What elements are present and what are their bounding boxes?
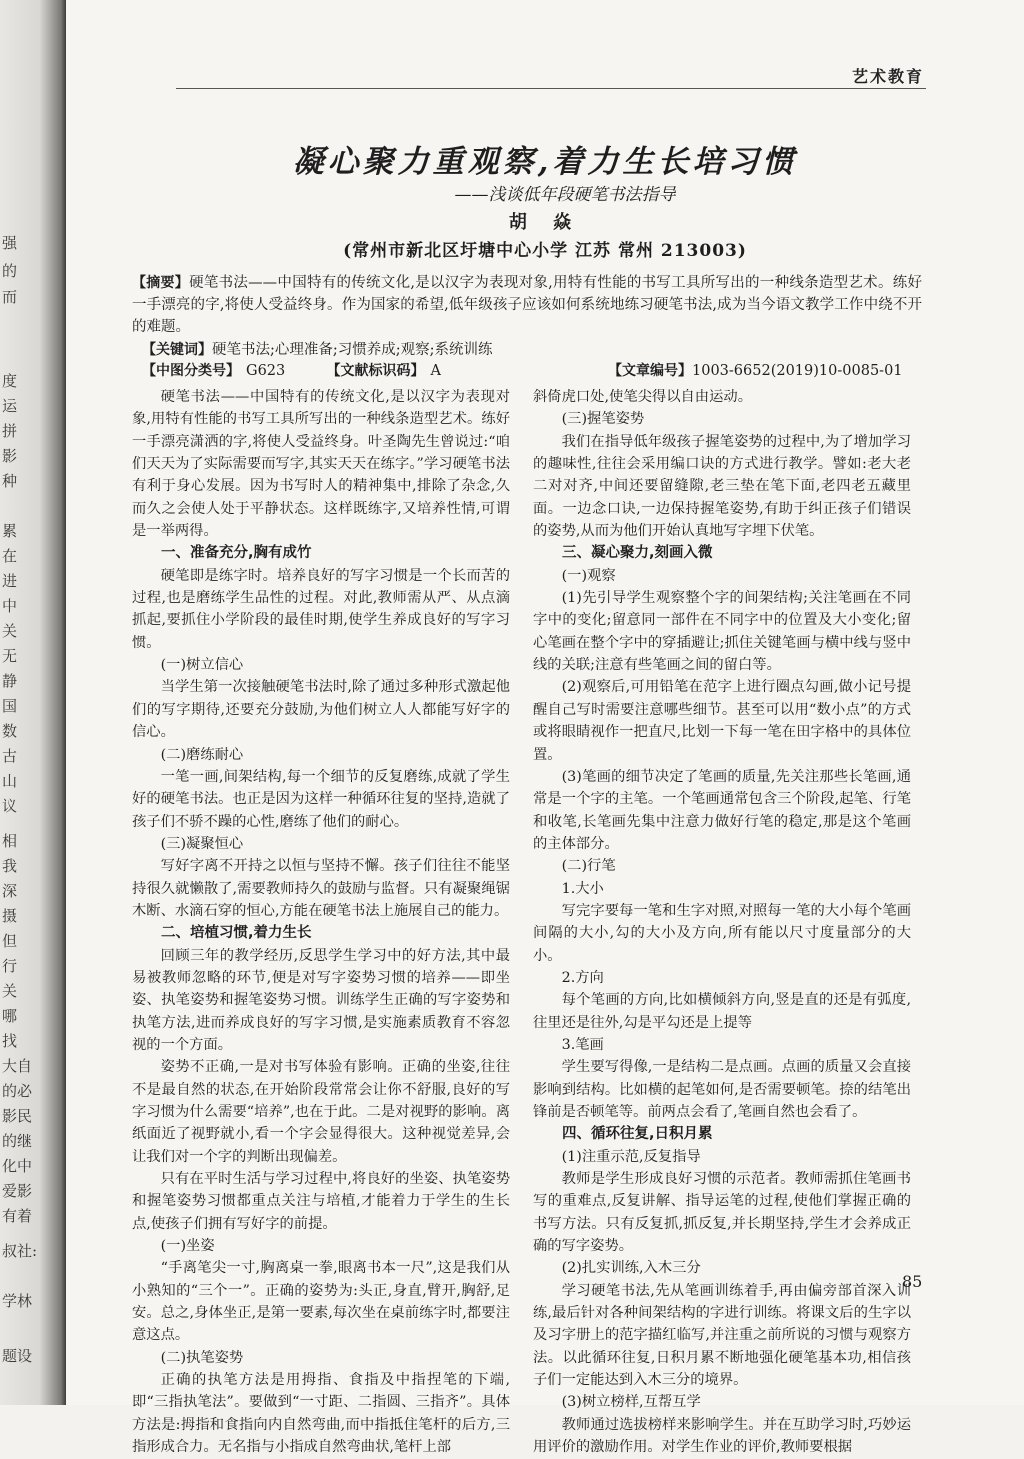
subsection-heading: 2.方向 bbox=[561, 969, 604, 986]
previous-page-text: 爱影 bbox=[2, 1182, 33, 1200]
subsection-heading: (二)执笔姿势 bbox=[160, 1349, 244, 1366]
previous-page-text: 摄 bbox=[2, 907, 18, 925]
previous-page-text: 相 bbox=[2, 832, 18, 850]
paragraph: (1)先引导学生观察整个字的间架结构;关注笔画在不同字中的变化;留意同一部件在不同字中的位置及大小变化;留心笔画在整个字中的穿插避让;抓住关键笔画与横中线与竖中线的关联;注意有些笔画之间的留白等。 bbox=[533, 590, 911, 674]
previous-page-text: 古 bbox=[2, 747, 18, 765]
left-column bbox=[132, 386, 510, 1459]
article-subtitle: ——浅谈低年段硬笔书法指导 bbox=[454, 185, 676, 205]
paragraph: 硬笔书法——中国特有的传统文化,是以汉字为表现对象,用特有性能的书写工具所写出的一种线条造型艺术。练好一手漂亮潇洒的字,将使人受益终身。叶圣陶先生曾说过:“咱们天天为了实际需要而写字,其实天天在练字。”学习硬笔书法有利于身心发展。因为书写时人的精神集中,排除了杂念,久而久之会使人处于平静状态。这样既练字,又培养性情,可谓是一举两得。 bbox=[132, 389, 510, 540]
section-heading: 一、准备充分,胸有成竹 bbox=[161, 545, 312, 562]
previous-page-text: 运 bbox=[2, 397, 18, 415]
subsection-heading: 1.大小 bbox=[561, 880, 604, 897]
paragraph: 教师通过选拔榜样来影响学生。并在互助学习时,巧妙运用评价的激励作用。对学生作业的评价,教师要根据 bbox=[533, 1416, 911, 1456]
previous-page-text: 强 bbox=[2, 234, 18, 252]
previous-page-text: 有着 bbox=[2, 1207, 33, 1225]
subsection-heading: (3)树立榜样,互帮互学 bbox=[561, 1394, 701, 1411]
previous-page-text: 的继 bbox=[2, 1132, 33, 1150]
abstract-text: 硬笔书法——中国特有的传统文化,是以汉字为表现对象,用特有性能的书写工具所写出的一种线条造型艺术。练好一手漂亮的字,将使人受益终身。作为国家的希望,低年级孩子应该如何系统地练习硬笔书法,成为当今语文教学工作中绕不开的难题。 bbox=[132, 275, 922, 335]
previous-page-text: 影 bbox=[2, 447, 18, 465]
subsection-heading: (二)磨练耐心 bbox=[160, 746, 244, 763]
previous-page-text: 深 bbox=[2, 882, 18, 900]
previous-page-text: 大自 bbox=[2, 1057, 33, 1075]
previous-page-text: 在 bbox=[2, 547, 18, 565]
previous-page-text: 哪 bbox=[2, 1007, 18, 1025]
clc-label: 【中图分类号】 bbox=[142, 363, 240, 379]
article-number bbox=[608, 360, 903, 380]
paragraph: 写好字离不开持之以恒与坚持不懈。孩子们往往不能坚持很久就懒散了,需要教师持久的鼓励与监督。只有凝聚绳锯木断、水滴石穿的恒心,方能在硬笔书法上施展自己的能力。 bbox=[132, 858, 510, 919]
article-title: 凝心聚力重观察,着力生长培习惯 bbox=[292, 144, 798, 180]
author-affiliation: (常州市新北区圩塘中心小学 江苏 常州 213003) bbox=[343, 241, 747, 261]
article-number-value: 1003-6652(2019)10-0085-01 bbox=[692, 363, 903, 379]
subsection-heading: (2)扎实训练,入木三分 bbox=[561, 1260, 701, 1277]
previous-page-text: 数 bbox=[2, 722, 18, 740]
previous-page-text: 议 bbox=[2, 797, 18, 815]
previous-page-text: 种 bbox=[2, 472, 18, 490]
previous-page-text: 静 bbox=[2, 672, 18, 690]
abstract-label: 【摘要】 bbox=[132, 275, 190, 291]
previous-page-text: 但 bbox=[2, 932, 18, 950]
paragraph: 一笔一画,间架结构,每一个细节的反复磨练,成就了学生好的硬笔书法。也正是因为这样一种循环往复的坚持,造就了孩子们不骄不躁的心性,磨练了他们的耐心。 bbox=[132, 768, 510, 830]
clc-value: G623 bbox=[246, 363, 286, 379]
previous-page-text: 题设 bbox=[2, 1347, 33, 1365]
paragraph: (2)观察后,可用铅笔在范字上进行圈点勾画,做小记号提醒自己写时需要注意哪些细节。甚至可以用“数小点”的方式或将眼睛视作一把直尺,比划一下每一笔在田字格中的具体位置。 bbox=[533, 679, 911, 763]
page bbox=[66, 0, 1024, 1456]
article-number-label: 【文章编号】 bbox=[608, 363, 692, 379]
subsection-heading: (1)注重示范,反复指导 bbox=[561, 1148, 701, 1165]
paragraph: 回顾三年的教学经历,反思学生学习中的好方法,其中最易被教师忽略的环节,便是对写字姿势习惯的培养——即坐姿、执笔姿势和握笔姿势习惯。训练学生正确的写字姿势和执笔方法,进而养成良好的写字习惯,是实施素质教育不容忽视的一个方面。 bbox=[132, 947, 510, 1053]
keywords-label: 【关键词】 bbox=[142, 342, 212, 358]
classification-line bbox=[142, 360, 447, 380]
section-heading: 四、循环往复,日积月累 bbox=[562, 1126, 713, 1143]
paragraph: 正确的执笔方法是用拇指、食指及中指捏笔的下端,即“三指执笔法”。要做到“一寸距、二指圆、三指齐”。具体方法是:拇指和食指向内自然弯曲,而中指抵住笔杆的后方,三指形成合力。无名指与小指成自然弯曲状,笔杆上部 bbox=[132, 1372, 510, 1456]
paragraph: 教师是学生形成良好习惯的示范者。教师需抓住笔画书写的重难点,反复讲解、指导运笔的过程,使他们掌握正确的书写方法。只有反复抓,抓反复,并长期坚持,学生才会养成正确的写字姿势。 bbox=[533, 1171, 911, 1255]
section-heading: 三、凝心聚力,刻画入微 bbox=[562, 545, 713, 562]
paragraph: (3)笔画的细节决定了笔画的质量,先关注那些长笔画,通常是一个字的主笔。一个笔画通常包含三个阶段,起笔、行笔和收笔,长笔画先集中注意力做好行笔的稳定,那是这个笔画的主体部分。 bbox=[533, 768, 911, 852]
previous-page-text: 无 bbox=[2, 647, 18, 665]
doc-code-label: 【文献标识码】 bbox=[326, 363, 425, 379]
previous-page-text: 的 bbox=[2, 262, 18, 280]
previous-page-text: 找 bbox=[2, 1032, 18, 1050]
subsection-heading: (一)坐姿 bbox=[160, 1238, 215, 1255]
paragraph: 斜倚虎口处,使笔尖得以自由运动。 bbox=[533, 389, 752, 405]
previous-page-text: 我 bbox=[2, 857, 18, 875]
paragraph: 我们在指导低年级孩子握笔姿势的过程中,为了增加学习的趣味性,往往会采用编口诀的方式进行教学。譬如:老大老二对对齐,中间还要留缝隙,老三垫在笔下面,老四老五藏里面。一边念口诀,一边保持握笔姿势,有助于纠正孩子们错误的姿势,从而为他们开始认真地写字埋下伏笔。 bbox=[533, 433, 911, 540]
header-rule bbox=[176, 88, 926, 89]
keywords-text: 硬笔书法;心理准备;习惯养成;观察;系统训练 bbox=[212, 342, 493, 358]
doc-code-value: A bbox=[430, 363, 441, 379]
previous-page-text: 国 bbox=[2, 697, 18, 715]
paragraph: 学习硬笔书法,先从笔画训练着手,再由偏旁部首深入训练,最后针对各种间架结构的字进行训练。将课文后的生字以及习字册上的范字描红临写,并注重之前所说的习惯与观察方法。以此循环往复,日积月累不断地强化硬笔基本功,相信孩子们一定能达到入木三分的境界。 bbox=[533, 1282, 911, 1389]
previous-page-text: 山 bbox=[2, 772, 18, 790]
article-author: 胡 焱 bbox=[508, 212, 582, 233]
previous-page-text: 的必 bbox=[2, 1082, 33, 1100]
previous-page-text: 叔社: bbox=[2, 1242, 38, 1260]
previous-page-text: 关 bbox=[2, 622, 18, 640]
paragraph: 硬笔即是练字时。培养良好的写字习惯是一个长而苦的过程,也是磨练学生品性的过程。对此,教师需从严、从点滴抓起,要抓住小学阶段的最佳时期,使学生养成良好的写字习惯。 bbox=[132, 567, 510, 651]
previous-page-text: 影民 bbox=[2, 1107, 33, 1125]
previous-page-text: 而 bbox=[2, 288, 18, 306]
paragraph: 每个笔画的方向,比如横倾斜方向,竖是直的还是有弧度,往里还是往外,勾是平勾还是上提等 bbox=[533, 992, 911, 1031]
previous-page-fragment bbox=[0, 0, 64, 1405]
subsection-heading: (三)握笔姿势 bbox=[561, 411, 645, 428]
section-heading: 二、培植习惯,着力生长 bbox=[161, 925, 312, 942]
previous-page-text: 进 bbox=[2, 572, 18, 590]
paragraph: 当学生第一次接触硬笔书法时,除了通过多种形式激起他们的写字期待,还要充分鼓励,为他们树立人人都能写好字的信心。 bbox=[132, 679, 510, 741]
paragraph: 写完字要每一笔和生字对照,对照每一笔的大小每个笔画间隔的大小,勾的大小及方向,所有能以尺寸度量部分的大小。 bbox=[533, 902, 911, 964]
keywords bbox=[142, 338, 493, 359]
previous-page-text: 学林 bbox=[2, 1292, 33, 1310]
paragraph: 只有在平时生活与学习过程中,将良好的坐姿、执笔姿势和握笔姿势习惯都重点关注与培植,才能着力于学生的生长点,使孩子们拥有写好字的前提。 bbox=[132, 1171, 510, 1232]
page-number: 85 bbox=[902, 1272, 923, 1291]
paragraph: 学生要写得像,一是结构二是点画。点画的质量又会直接影响到结构。比如横的起笔如何,是否需要顿笔。捺的结笔出锋前是否顿笔等。前两点会看了,笔画自然也会看了。 bbox=[533, 1059, 911, 1120]
previous-page-text: 累 bbox=[2, 522, 18, 540]
previous-page-text: 行 bbox=[2, 957, 18, 975]
subsection-heading: (三)凝聚恒心 bbox=[160, 835, 244, 852]
subsection-heading: (一)树立信心 bbox=[160, 657, 244, 674]
paragraph: “手离笔尖一寸,胸离桌一拳,眼离书本一尺”,这是我们从小熟知的“三个一”。正确的姿势为:头正,身直,臂开,胸舒,足安。总之,身体坐正,是第一要素,每次坐在桌前练字时,都要注意这点。 bbox=[132, 1260, 510, 1344]
abstract bbox=[132, 272, 922, 338]
section-header: 艺术教育 bbox=[851, 67, 924, 86]
previous-page-text: 度 bbox=[2, 372, 18, 390]
previous-page-text: 关 bbox=[2, 982, 18, 1000]
previous-page-text: 化中 bbox=[2, 1157, 33, 1175]
subsection-heading: (一)观察 bbox=[561, 567, 616, 584]
previous-page-text: 拼 bbox=[2, 422, 18, 440]
subsection-heading: (二)行笔 bbox=[561, 858, 616, 875]
paragraph: 姿势不正确,一是对书写体验有影响。正确的坐姿,往往不是最自然的状态,在开始阶段常常会让你不舒服,良好的写字习惯为什么需要“培养”,也在于此。二是对视野的影响。离纸面近了视野就小,看一个字会显得很大。这种视觉差异,会让我们对一个字的判断出现偏差。 bbox=[132, 1059, 510, 1165]
right-column bbox=[533, 386, 911, 1459]
subsection-heading: 3.笔画 bbox=[561, 1036, 604, 1053]
previous-page-text: 中 bbox=[2, 597, 18, 615]
